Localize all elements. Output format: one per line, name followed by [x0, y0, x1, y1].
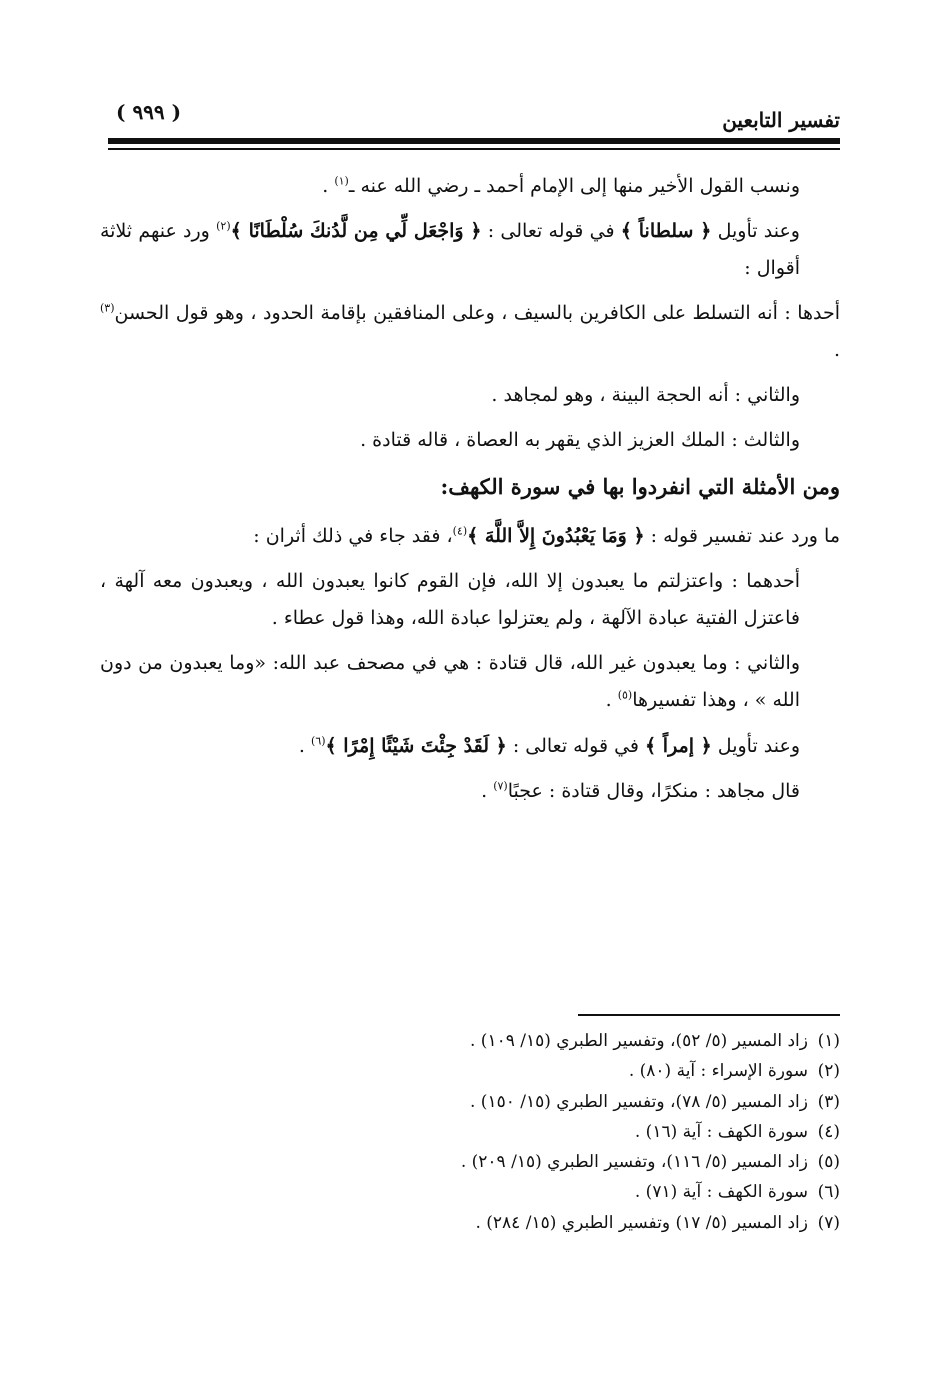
paragraph-8-end: . [605, 689, 618, 712]
paragraph-3 [100, 295, 840, 369]
footnote-text: سورة الإسراء : آية (٨٠) . [628, 1061, 808, 1082]
footnote-4 [100, 1117, 840, 1147]
paragraph-10 [100, 773, 840, 810]
footnote-ref-7: (٧) [493, 779, 508, 793]
paragraph-6-post: ، فقد جاء في ذلك أثران : [253, 525, 453, 548]
footnote-text: زاد المسير (٥/ ٧٨)، وتفسير الطبري (١٥/ ١٥٠) . [469, 1091, 808, 1112]
footnote-ref-3: (٣) [100, 301, 115, 315]
footnote-text: زاد المسير (٥/ ٥٢)، وتفسير الطبري (١٥/ ١٠٩) . [469, 1031, 808, 1051]
paragraph-2 [100, 213, 840, 287]
footnote-ref-1: (١) [334, 174, 349, 188]
paragraph-6-pre: ما ورد عند تفسير قوله : [644, 525, 840, 548]
paragraph-7-text: أحدهما : واعتزلتم ما يعبدون إلا الله، فإن القوم كانوا يعبدون الله ، ويعبدون معه آلهة ، فاعتزل الفتية عبادة الآلهة ، ولم يعتزلوا عبادة الله، وهذا قول عطاء . [100, 570, 800, 630]
paragraph-6 [100, 518, 840, 555]
paragraph-3-end: . [833, 339, 840, 362]
paragraph-10-end: . [481, 779, 494, 802]
paragraph-5-text: والثالث : الملك العزيز الذي يقهر به العصاة ، قاله قتادة . [360, 429, 800, 452]
footnote-5 [100, 1147, 840, 1177]
paragraph-1-text: ونسب القول الأخير منها إلى الإمام أحمد ـ رضي الله عنه ـ [348, 175, 800, 197]
paragraph-4-text: والثاني : أنه الحجة البينة ، وهو لمجاهد . [491, 384, 800, 407]
quran-verse-3: ﴿ لَقَدْ جِئْتَ شَيْئًا إِمْرًا ﴾ [325, 734, 507, 757]
page-number: ( ٩٩٩ ) [116, 100, 182, 124]
footnote-number: (٤) [817, 1121, 840, 1142]
footnote-2 [100, 1056, 840, 1086]
paragraph-2-pre: وعند تأويل [711, 220, 800, 243]
paragraph-10-text: قال مجاهد : منكرًا، وقال قتادة : عجبًا [507, 779, 800, 802]
footnote-separator [578, 1014, 840, 1016]
header-rule-thin [108, 148, 840, 150]
footnote-ref-2: (٢) [216, 219, 231, 233]
header-rule-thick [108, 138, 840, 144]
paragraph-9 [100, 728, 840, 765]
paragraph-8-text: والثاني : وما يعبدون غير الله، قال قتادة : هي في مصحف عبد الله: «وما يعبدون من دون الله » ، وهذا تفسيرها [100, 652, 800, 712]
footnote-number: (٣) [817, 1091, 840, 1112]
paragraph-2-post: ورد عنهم ثلاثة أقوال : [100, 220, 800, 280]
footnote-number: (٢) [817, 1061, 840, 1082]
quran-verse-2: ﴿ وَمَا يَعْبُدُونَ إِلاَّ اللَّهَ ﴾ [467, 525, 645, 548]
footnotes [100, 1026, 840, 1238]
paragraph-9-pre: وعند تأويل [711, 734, 800, 757]
section-heading: ومن الأمثلة التي انفردوا بها في سورة الكهف: [440, 474, 840, 500]
running-title: تفسير التابعين [722, 108, 840, 132]
footnote-number: (١) [817, 1031, 840, 1051]
footnote-ref-4: (٤) [452, 524, 468, 538]
paragraph-9-term: ﴿ إمراً ﴾ [645, 734, 712, 757]
quran-verse-1: ﴿ وَاجْعَل لِّي مِن لَّدُنكَ سُلْطَانًا ﴾ [230, 220, 482, 243]
footnote-3 [100, 1087, 840, 1117]
footnote-text: سورة الكهف : آية (١٦) . [634, 1121, 808, 1142]
footnote-6 [100, 1177, 840, 1207]
footnote-number: (٧) [817, 1212, 840, 1233]
paragraph-9-mid: في قوله تعالى : [506, 734, 646, 757]
paragraph-2-mid: في قوله تعالى : [481, 220, 621, 243]
footnote-ref-6: (٦) [311, 734, 326, 748]
paragraph-5 [100, 422, 840, 459]
footnote-text: زاد المسير (٥/ ١١٦)، وتفسير الطبري (١٥/ ٢٠٩) . [460, 1152, 808, 1172]
paragraph-4 [100, 377, 840, 414]
paragraph-1-end: . [322, 175, 335, 197]
paragraph-9-end: . [298, 734, 312, 757]
main-text [100, 168, 840, 818]
footnote-text: زاد المسير (٥/ ١٧) وتفسير الطبري (١٥/ ٢٨٤) . [475, 1212, 808, 1233]
footnote-7 [100, 1208, 840, 1238]
footnote-number: (٦) [817, 1182, 840, 1203]
page-header [108, 96, 840, 140]
footnote-ref-5: (٥) [617, 689, 633, 703]
footnote-1 [100, 1026, 840, 1056]
footnote-text: سورة الكهف : آية (٧١) . [634, 1182, 808, 1203]
paragraph-2-term: ﴿ سلطاناً ﴾ [620, 220, 712, 243]
paragraph-1 [100, 168, 840, 205]
footnote-number: (٥) [817, 1152, 840, 1172]
paragraph-8 [100, 645, 840, 719]
paragraph-7 [100, 563, 840, 637]
paragraph-3-text: أحدها : أنه التسلط على الكافرين بالسيف ، وعلى المنافقين بإقامة الحدود ، وهو قول الحسن [114, 302, 840, 325]
